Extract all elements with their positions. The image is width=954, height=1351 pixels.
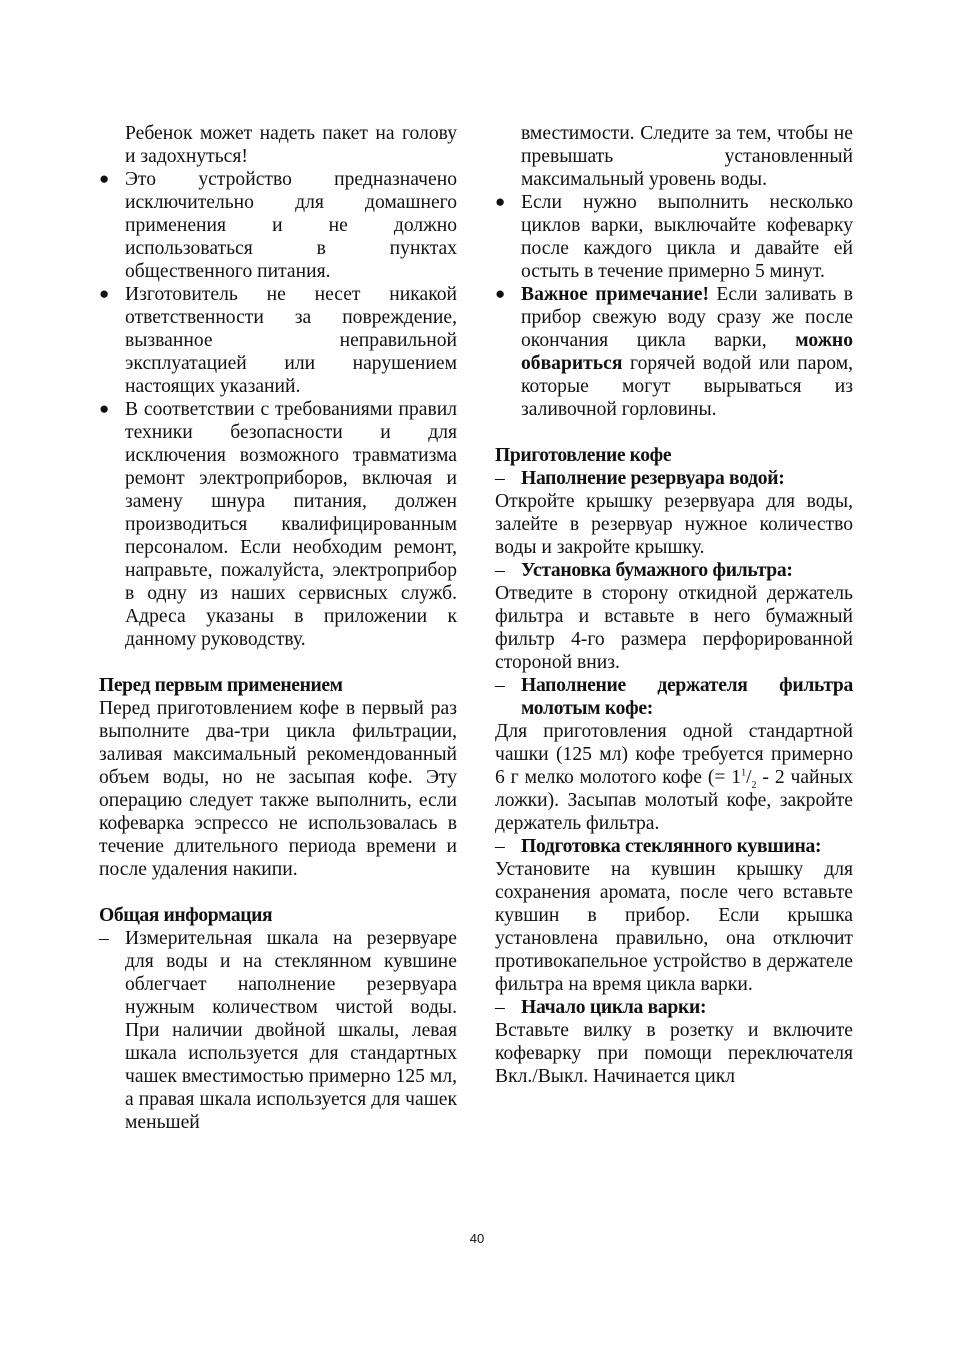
important-note-item <box>495 283 853 421</box>
first-use-text: Перед приготовлением кофе в первый раз выполните два-три цикла фильтрации, заливая максимальный рекомендованный объем воды, но не засыпая кофе. Эту операцию следует также выполнить, если кофеварка эспрессо не использовалась в течение длительного периода времени и после удаления накипи. <box>99 698 457 880</box>
step-text: Вставьте вилку в розетку и включите кофеварку при помощи переключателя Вкл./Выкл. Начинается цикл <box>495 1020 853 1087</box>
step-title: – Наполнение держателя фильтра молотым кофе: <box>495 675 853 719</box>
dash-marker: – <box>99 928 109 949</box>
safety-bullet-item <box>99 283 457 398</box>
scald-warning: можно обвариться <box>521 330 853 374</box>
first-use-heading: Перед первым применением <box>99 675 343 696</box>
safety-bullet-item <box>99 398 457 651</box>
general-info-text: Измерительная шкала на резервуаре для воды и на стеклянном кувшине облегчает наполнение резервуара нужным количеством чистой воды. При наличии двойной шкалы, левая шкала используется для стандартных чашек вместимостью примерно 125 мл, а правая шкала используется для чашек меньшей <box>125 928 457 1133</box>
step-text: Откройте крышку резервуара для воды, залейте в резервуар нужное количество воды и закройте крышку. <box>495 491 853 558</box>
step-title: – Установка бумажного фильтра: <box>495 560 793 581</box>
important-note-label: Важное примечание! <box>521 284 709 305</box>
general-info-item <box>99 927 457 1134</box>
safety-bullet-text: В соответствии с требованиями правил техники безопасности и для исключения возможного травматизма ремонт электроприборов, включая и замену шнура питания, должен производиться квалифицированным персоналом. Если необходим ремонт, направьте, пожалуйста, электроприбор в одну из наших сервисных служб. Адреса указаны в приложении к данному руководству. <box>125 399 457 650</box>
bullet-item <box>495 191 853 283</box>
page-number: 40 <box>469 1231 485 1246</box>
dash-marker: – <box>495 468 505 489</box>
step-text: Отведите в сторону откидной держатель фильтра и вставьте в него бумажный фильтр 4-го размера перфорированной стороной вниз. <box>495 583 853 673</box>
important-note-text: Важное примечание! Если заливать в прибор свежую воду сразу же после окончания цикла варки, можно обвариться горячей водой или паром, которые могут вырываться из заливочной горловины. <box>521 284 853 420</box>
dash-marker: – <box>495 675 505 696</box>
general-info-continuation: вместимости. Следите за тем, чтобы не превышать установленный максимальный уровень воды. <box>521 123 853 190</box>
step-title: – Начало цикла варки: <box>495 997 707 1018</box>
bullet-icon: ● <box>495 284 506 303</box>
bullet-icon: ● <box>99 399 110 418</box>
dash-marker: – <box>495 997 505 1018</box>
general-info-heading: Общая информация <box>99 905 273 926</box>
step-text: Для приготовления одной стандартной чашки (125 мл) кофе требуется примерно 6 г мелко молотого кофе (= $1^1/_2 - 2$ чайных ложки). Засыпав молотый кофе, закройте держатель фильтра. <box>495 721 853 834</box>
bullet-icon: ● <box>99 284 110 303</box>
safety-bullet-item <box>99 168 457 283</box>
step-text: Установите на кувшин крышку для сохранения аромата, после чего вставьте кувшин в прибор. Если крышка установлена правильно, она отключит противокапельное устройство в держателе фильтра на время цикла варки. <box>495 859 853 995</box>
intro-continuation: Ребенок может надеть пакет на голову и задохнуться! <box>125 123 457 167</box>
bullet-icon: ● <box>99 169 110 188</box>
bullet-text: Если нужно выполнить несколько циклов варки, выключайте кофеварку после каждого цикла и давайте ей остыть в течение примерно 5 минут. <box>521 192 853 282</box>
coffee-prep-heading: Приготовление кофе <box>495 445 672 466</box>
right-column <box>495 122 853 1088</box>
step-title: – Подготовка стеклянного кувшина: <box>495 836 822 857</box>
dash-marker: – <box>495 560 505 581</box>
step-title: – Наполнение резервуара водой: <box>495 468 785 489</box>
safety-bullet-text: Это устройство предназначено исключительно для домашнего применения и не должно использоваться в пунктах общественного питания. <box>125 169 457 282</box>
bullet-icon: ● <box>495 192 506 211</box>
dash-marker: – <box>495 836 505 857</box>
left-column <box>99 122 457 1134</box>
safety-bullet-text: Изготовитель не несет никакой ответственности за повреждение, вызванное неправильной эксплуатацией или нарушением настоящих указаний. <box>125 284 457 397</box>
